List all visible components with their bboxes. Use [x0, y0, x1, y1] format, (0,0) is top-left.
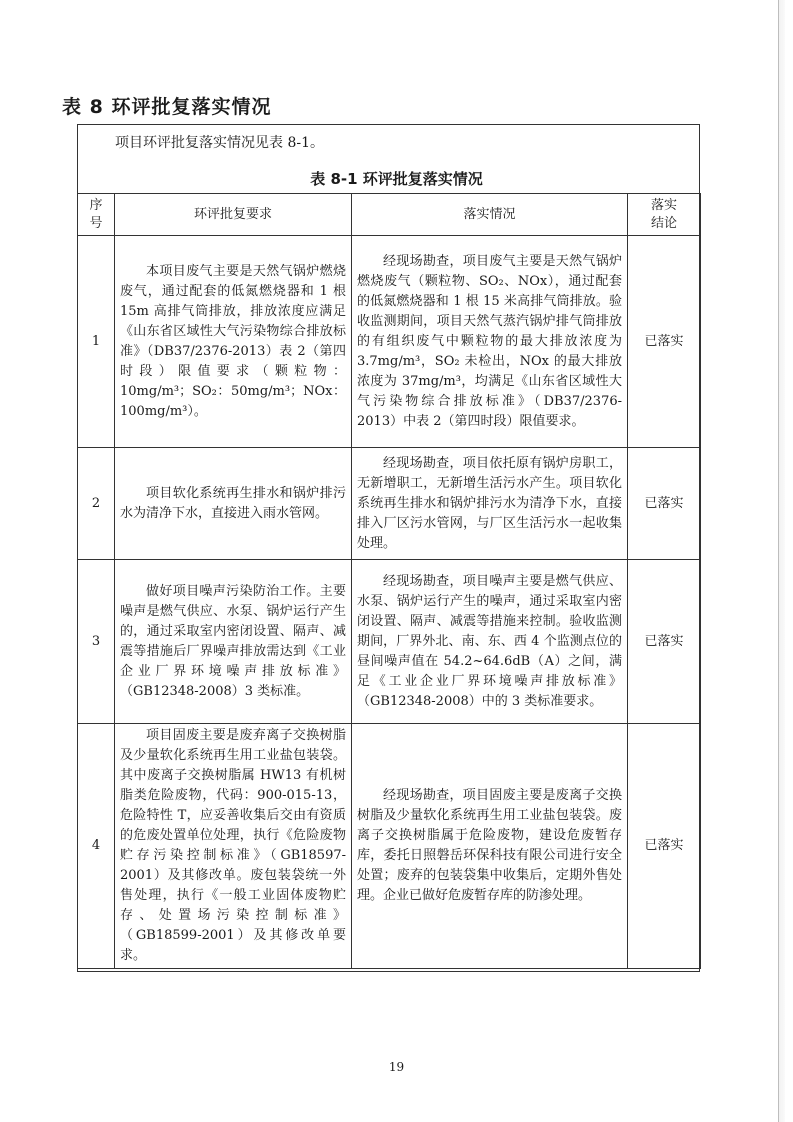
- header-conclusion: [628, 194, 701, 236]
- section-heading: 表 8 环评批复落实情况: [62, 96, 272, 118]
- header-requirement: 环评批复要求: [115, 194, 352, 236]
- table-header-row: [78, 194, 701, 236]
- row-number: 2: [78, 448, 115, 560]
- table-row: [78, 448, 701, 560]
- header-conclusion-line1: 落实: [650, 197, 677, 213]
- row-implementation: 经现场勘查，项目噪声主要是燃气供应、水泵、锅炉运行产生的噪声，通过采取室内密闭设置、隔声、减震等措施来控制。验收监测期间，厂界外北、南、东、西 4 个监测点位的昼间噪声值在 54.2~64.6dB（A）之间，满足《工业企业厂界环境噪声排放标准》（GB12348-2008）中的 3 类标准要求。: [352, 560, 628, 724]
- header-no-line2: 号: [89, 215, 103, 231]
- header-implementation: 落实情况: [352, 194, 628, 236]
- table-row: [78, 724, 701, 969]
- table-row: [78, 236, 701, 448]
- row-requirement: 本项目废气主要是天然气锅炉燃烧废气，通过配套的低氮燃烧器和 1 根 15m 高排气筒排放，排放浓度应满足《山东省区域性大气污染物综合排放标准》（DB37/2376-2013）表 2（第四时段）限值要求（颗粒物：10mg/m³；SO₂：50mg/m³；NOx：100mg/m³）。: [115, 236, 352, 448]
- header-no-line1: 序: [89, 197, 103, 213]
- approval-table: [77, 193, 701, 969]
- row-number: 4: [78, 724, 115, 969]
- intro-text: 项目环评批复落实情况见表 8-1。: [115, 135, 324, 151]
- page-number: 19: [388, 1060, 405, 1074]
- row-requirement: 做好项目噪声污染防治工作。主要噪声是燃气供应、水泵、锅炉运行产生的，通过采取室内密闭设置、隔声、减震等措施后厂界噪声排放需达到《工业企业厂界环境噪声排放标准》（GB12348-2008）3 类标准。: [115, 560, 352, 724]
- row-conclusion: 已落实: [628, 560, 701, 724]
- row-number: 3: [78, 560, 115, 724]
- header-no: [78, 194, 115, 236]
- table-row: [78, 560, 701, 724]
- row-conclusion: 已落实: [628, 448, 701, 560]
- header-conclusion-line2: 结论: [650, 215, 677, 231]
- row-implementation: 经现场勘查，项目废气主要是天然气锅炉燃烧废气（颗粒物、SO₂、NOx），通过配套的低氮燃烧器和 1 根 15 米高排气筒排放。验收监测期间，项目天然气蒸汽锅炉排气筒排放的有组织废气中颗粒物的最大排放浓度为 3.7mg/m³，SO₂ 未检出，NOx 的最大排放浓度为 37mg/m³，均满足《山东省区域性大气污染物综合排放标准》（DB37/2376-2013）中表 2（第四时段）限值要求。: [352, 236, 628, 448]
- row-requirement: 项目固废主要是废弃离子交换树脂及少量软化系统再生用工业盐包装袋。其中废离子交换树脂属 HW13 有机树脂类危险废物，代码：900-015-13，危险特性 T，应妥善收集后交由有资质的危废处置单位处理，执行《危险废物贮存污染控制标准》（GB18597-2001）及其修改单。废包装袋统一外售处理，执行《一般工业固体废物贮存、处置场污染控制标准》（GB18599-2001）及其修改单要求。: [115, 724, 352, 969]
- row-requirement: 项目软化系统再生排水和锅炉排污水为清净下水，直接进入雨水管网。: [115, 448, 352, 560]
- row-implementation: 经现场勘查，项目固废主要是废离子交换树脂及少量软化系统再生用工业盐包装袋。废离子交换树脂属于危险废物，建设危废暂存库，委托日照磐岳环保科技有限公司进行安全处置；废弃的包装袋集中收集后，定期外售处理。企业已做好危废暂存库的防渗处理。: [352, 724, 628, 969]
- row-conclusion: 已落实: [628, 724, 701, 969]
- row-number: 1: [78, 236, 115, 448]
- row-implementation: 经现场勘查，项目依托原有锅炉房职工，无新增职工，无新增生活污水产生。项目软化系统再生排水和锅炉排污水为清净下水，直接排入厂区污水管网，与厂区生活污水一起收集处理。: [352, 448, 628, 560]
- row-conclusion: 已落实: [628, 236, 701, 448]
- table-caption: 表 8-1 环评批复落实情况: [310, 170, 483, 188]
